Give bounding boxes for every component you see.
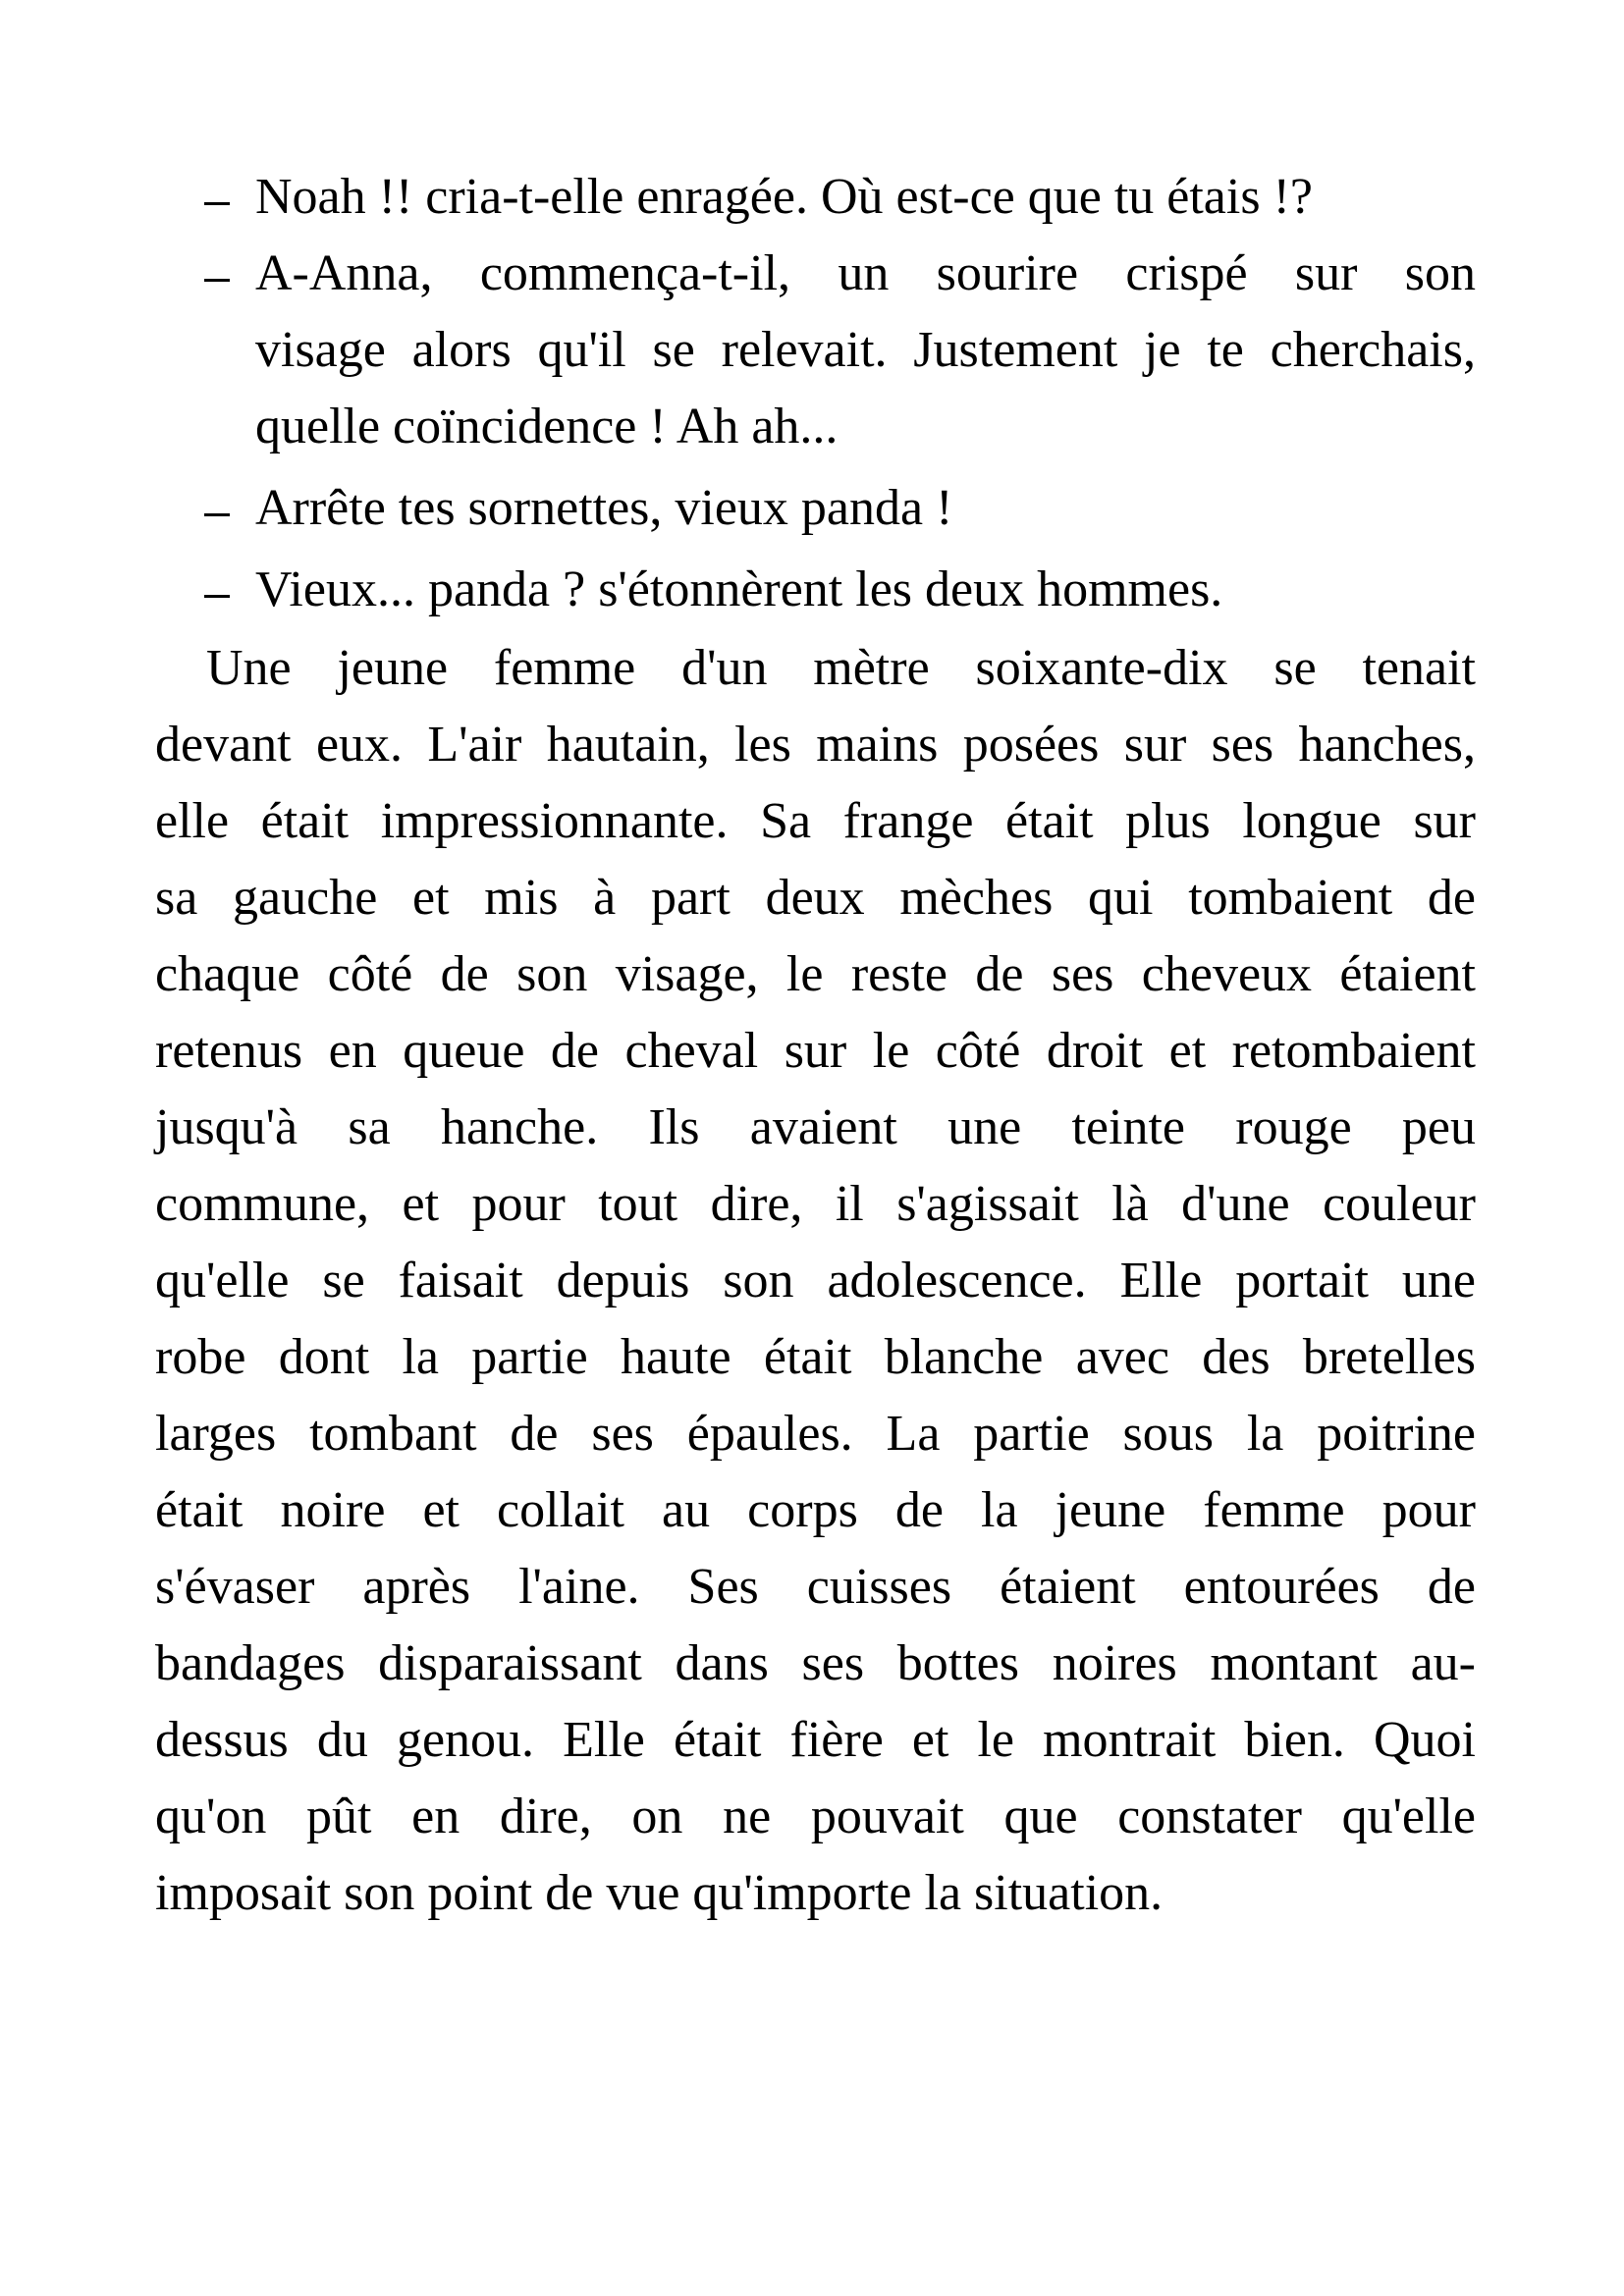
dialogue-line: Arrête tes sornettes, vieux panda ! [255,480,953,536]
paragraph-line: jusqu'à sa hanche. Ils avaient une teinte rouge peu [155,1099,1476,1155]
dialogue-dash [204,470,244,547]
paragraph-line: dessus du genou. Elle était fière et le montrait bien. Quoi [155,1712,1476,1768]
dialogue-dash [204,552,244,628]
paragraph-line: qu'elle se faisait depuis son adolescence. Elle portait une [155,1253,1476,1308]
paragraph-line: larges tombant de ses épaules. La partie sous la poitrine [155,1406,1476,1462]
dialogue-dash [204,159,244,236]
paragraph-line: commune, et pour tout dire, il s'agissait là d'une couleur [155,1176,1476,1232]
paragraph-line: Une jeune femme d'un mètre soixante-dix se tenait [206,640,1476,696]
paragraph-line: était noire et collait au corps de la jeune femme pour [155,1482,1476,1538]
paragraph-line: devant eux. L'air hautain, les mains posées sur ses hanches, [155,717,1476,773]
dialogue-line: quelle coïncidence ! Ah ah... [255,399,839,454]
dialogue-line: Vieux... panda ? s'étonnèrent les deux hommes. [255,561,1223,617]
paragraph-line: elle était impressionnante. Sa frange était plus longue sur [155,793,1476,849]
paragraph-line: sa gauche et mis à part deux mèches qui tombaient de [155,870,1476,926]
paragraph-line: qu'on pût en dire, on ne pouvait que constater qu'elle [155,1789,1476,1844]
paragraph-line: chaque côté de son visage, le reste de ses cheveux étaient [155,946,1476,1002]
paragraph-line: s'évaser après l'aine. Ses cuisses étaient entourées de [155,1559,1476,1615]
paragraph-line: retenus en queue de cheval sur le côté droit et retombaient [155,1023,1476,1079]
paragraph-line: imposait son point de vue qu'importe la situation. [155,1865,1164,1921]
dialogue-line: Noah !! cria-t-elle enragée. Où est-ce que tu étais !? [255,169,1313,225]
dialogue-line: visage alors qu'il se relevait. Justement je te cherchais, [255,322,1476,378]
dialogue-line: A-Anna, commença-t-il, un sourire crispé sur son [255,245,1476,301]
dialogue-dash [204,236,244,312]
paragraph-line: robe dont la partie haute était blanche avec des bretelles [155,1329,1476,1385]
paragraph-line: bandages disparaissant dans ses bottes noires montant au- [155,1635,1476,1691]
